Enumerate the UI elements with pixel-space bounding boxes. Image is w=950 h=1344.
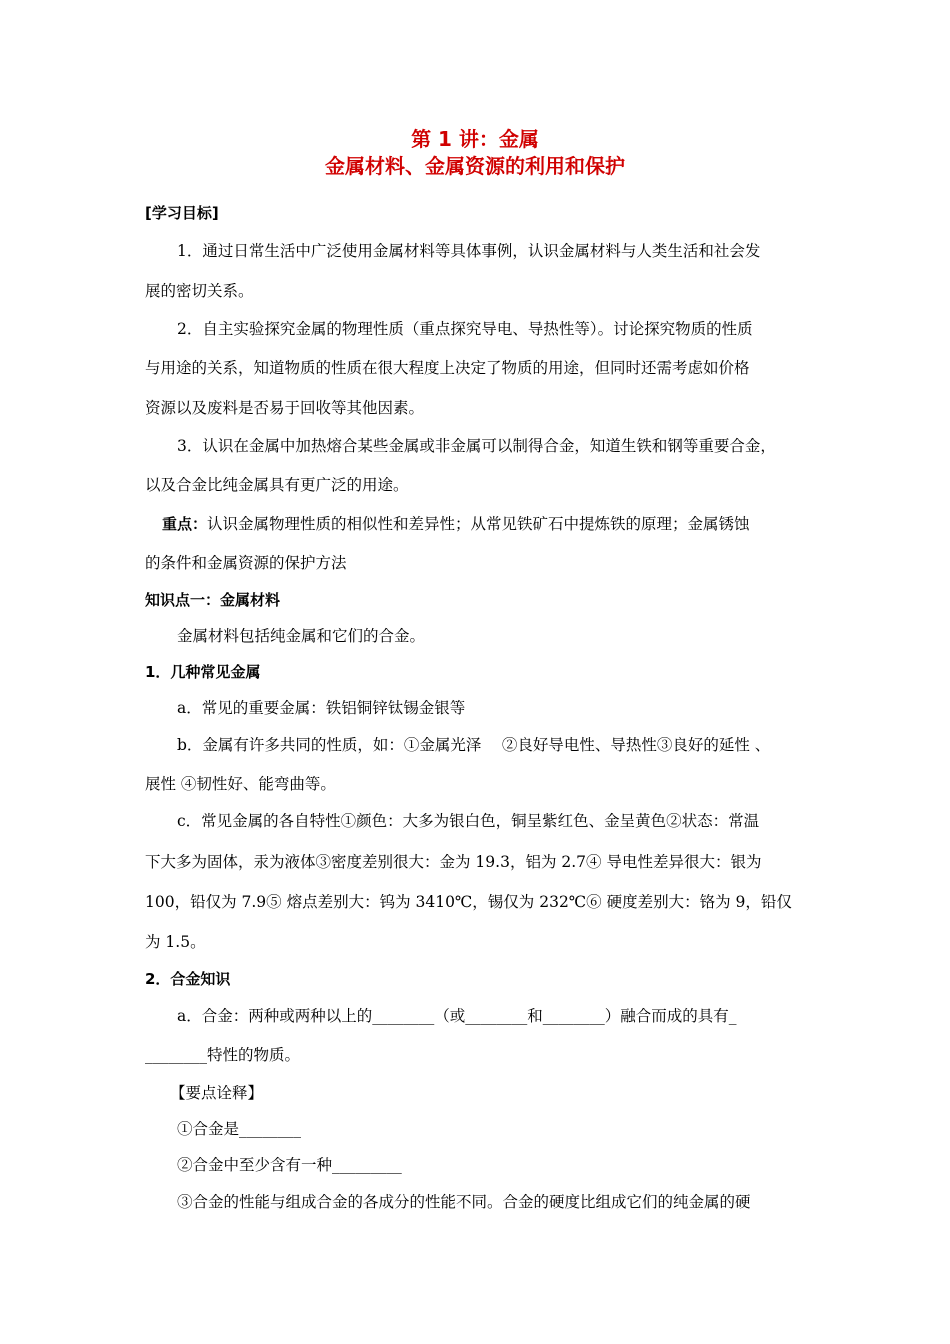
section-1-intro: 金属材料包括纯金属和它们的合金。 bbox=[177, 627, 426, 645]
objective-1-line-2: 展的密切关系。 bbox=[145, 282, 254, 300]
item-c-line-2: 下大多为固体，汞为液体③密度差别很大：金为 19.3，铝为 2.7④ 导电性差异很大：银为 bbox=[145, 853, 762, 871]
objective-1-line-1: 1．通过日常生活中广泛使用金属材料等具体事例，认识金属材料与人类生活和社会发 bbox=[177, 242, 761, 260]
objective-2-line-3: 资源以及废料是否易于回收等其他因素。 bbox=[145, 399, 425, 417]
objective-2-line-2: 与用途的关系，知道物质的性质在很大程度上决定了物质的用途，但同时还需考虑如价格 bbox=[145, 359, 750, 377]
section-1-heading: 知识点一：金属材料 bbox=[145, 591, 281, 609]
alloy-definition-line-2: ________特性的物质。 bbox=[145, 1046, 301, 1064]
item-a: a．常见的重要金属：铁铝铜锌钛锡金银等 bbox=[177, 699, 466, 717]
item-c-line-1: c．常见金属的各自特性①颜色：大多为银白色，铜呈紫红色、金呈黄色②状态：常温 bbox=[177, 812, 760, 830]
item-c-line-4: 为 1.5。 bbox=[145, 933, 206, 951]
objective-3-line-2: 以及合金比纯金属具有更广泛的用途。 bbox=[145, 476, 409, 494]
key-points-text: 认识金属物理性质的相似性和差异性；从常见铁矿石中提炼铁的原理；金属锈蚀 bbox=[207, 515, 750, 533]
objective-2-line-1: 2．自主实验探究金属的物理性质（重点探究导电、导热性等）。讨论探究物质的性质 bbox=[177, 320, 753, 338]
objectives-heading: [学习目标] bbox=[145, 204, 219, 222]
alloy-heading: 2．合金知识 bbox=[145, 970, 231, 988]
item-b-line-2: 展性 ④韧性好、能弯曲等。 bbox=[145, 775, 336, 793]
note-1: ①合金是________ bbox=[177, 1120, 302, 1138]
lesson-title: 第 1 讲：金属 bbox=[411, 127, 539, 151]
note-3: ③合金的性能与组成合金的各成分的性能不同。合金的硬度比组成它们的纯金属的硬 bbox=[177, 1193, 751, 1211]
item-b-line-1: b．金属有许多共同的性质，如：①金属光泽 ②良好导电性、导热性③良好的延性 、 bbox=[177, 736, 771, 754]
key-points-line-1 bbox=[162, 512, 750, 534]
notes-heading: 【要点诠释】 bbox=[170, 1084, 264, 1102]
lesson-subtitle: 金属材料、金属资源的利用和保护 bbox=[325, 154, 625, 178]
common-metals-heading: 1．几种常见金属 bbox=[145, 663, 261, 681]
alloy-definition-line-1: a．合金：两种或两种以上的________（或________和________）融合而成的具有_ bbox=[177, 1007, 737, 1025]
note-2: ②合金中至少含有一种_________ bbox=[177, 1156, 402, 1174]
key-points-label: 重点： bbox=[162, 515, 208, 533]
objective-3-line-1: 3．认识在金属中加热熔合某些金属或非金属可以制得合金，知道生铁和钢等重要合金， bbox=[177, 437, 776, 455]
key-points-line-2: 的条件和金属资源的保护方法 bbox=[145, 554, 347, 572]
item-c-line-3: 100，铅仅为 7.9⑤ 熔点差别大：钨为 3410℃，锡仅为 232℃⑥ 硬度差别大：铬为 9，铅仅 bbox=[145, 893, 792, 911]
